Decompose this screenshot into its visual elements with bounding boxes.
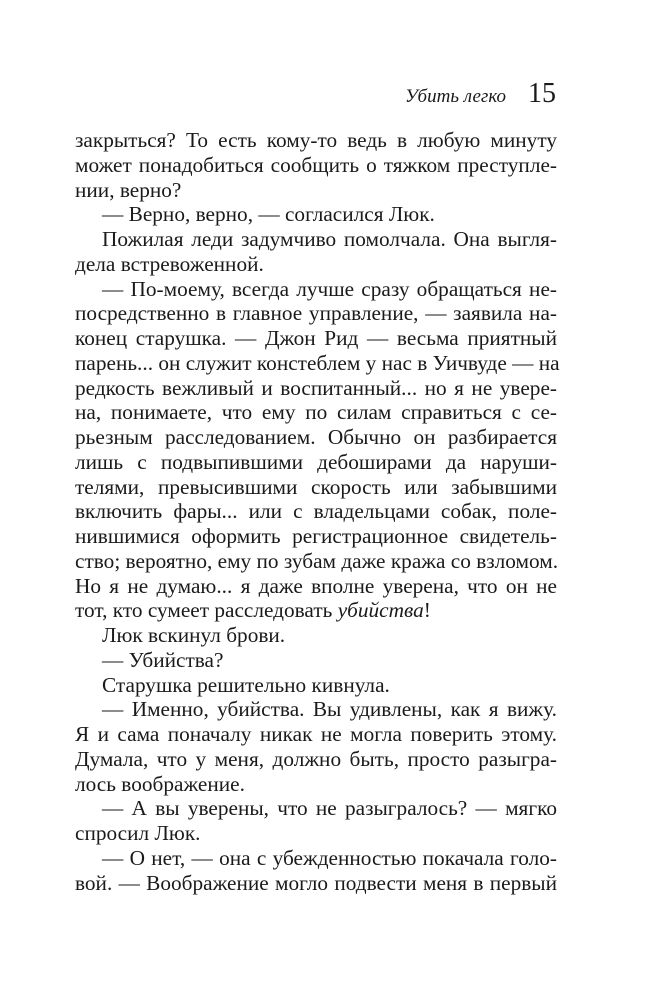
text-line: лишь с подвыпившими дебоширами да наруши- bbox=[75, 449, 557, 474]
text-line: телями, превысившими скорость или забывшими bbox=[75, 474, 557, 499]
text-line: — Именно, убийства. Вы удивлены, как я вижу. bbox=[102, 697, 557, 722]
page-number: 15 bbox=[528, 78, 556, 109]
running-head-title: Убить легко bbox=[405, 86, 506, 107]
text-line: ство; вероятно, ему по зубам даже кража со взломом. bbox=[75, 548, 559, 573]
text-line: спросил Люк. bbox=[75, 821, 201, 845]
text-line: лось воображение. bbox=[75, 771, 245, 796]
text-line: — А вы уверены, что не разыгралось? — мягко bbox=[102, 796, 557, 821]
text-line: Я и сама поначалу никак не могла поверить этому. bbox=[75, 722, 557, 746]
text-line: вой. — Воображение могло подвести меня в первый bbox=[75, 870, 557, 895]
text-segment: ! bbox=[423, 598, 431, 623]
text-line: конец старушка. — Джон Рид — весьма приятный bbox=[75, 326, 557, 350]
text-segment: тот, кто сумеет расследовать bbox=[75, 598, 338, 623]
text-line: рьезным расследованием. Обычно он разбирается bbox=[75, 425, 557, 449]
page-body-text bbox=[75, 128, 560, 895]
text-line: — Верно, верно, — согласился Люк. bbox=[102, 202, 435, 227]
text-line: Но я не думаю... я даже вполне уверена, что он не bbox=[75, 573, 557, 598]
emphasized-word: убийства bbox=[337, 598, 424, 623]
text-line: — О нет, — она с убежденностью покачала голо- bbox=[102, 845, 557, 870]
text-line: редкость вежливый и воспитанный... но я не увере- bbox=[75, 375, 557, 400]
text-line: Думала, что у меня, должно быть, просто разыгра- bbox=[75, 746, 557, 771]
text-line: посредственно в главное управление, — заявила на- bbox=[75, 301, 557, 326]
text-line: Старушка решительно кивнула. bbox=[102, 672, 390, 697]
text-line: на, понимаете, что ему по силам справиться с се- bbox=[75, 400, 557, 425]
text-line: нившимися оформить регистрационное свидетель- bbox=[75, 524, 557, 548]
text-line: — Убийства? bbox=[102, 647, 224, 672]
text-line: Пожилая леди задумчиво помолчала. Она выгля- bbox=[102, 227, 557, 251]
running-head bbox=[0, 78, 556, 110]
text-line bbox=[75, 598, 557, 623]
text-line: дела встревоженной. bbox=[75, 251, 264, 276]
text-line: — По-моему, всегда лучше сразу обращаться не- bbox=[102, 276, 557, 301]
text-line: может понадобиться сообщить о тяжком преступле- bbox=[75, 152, 557, 177]
text-line: закрыться? То есть кому-то ведь в любую минуту bbox=[75, 128, 557, 152]
text-line: включить фары... или с владельцами собак, поле- bbox=[75, 499, 557, 524]
text-line: Люк вскинул брови. bbox=[102, 623, 286, 647]
text-line: нии, верно? bbox=[75, 177, 182, 202]
text-line: парень... он служит констеблем у нас в Уичвуде — на bbox=[75, 350, 560, 375]
